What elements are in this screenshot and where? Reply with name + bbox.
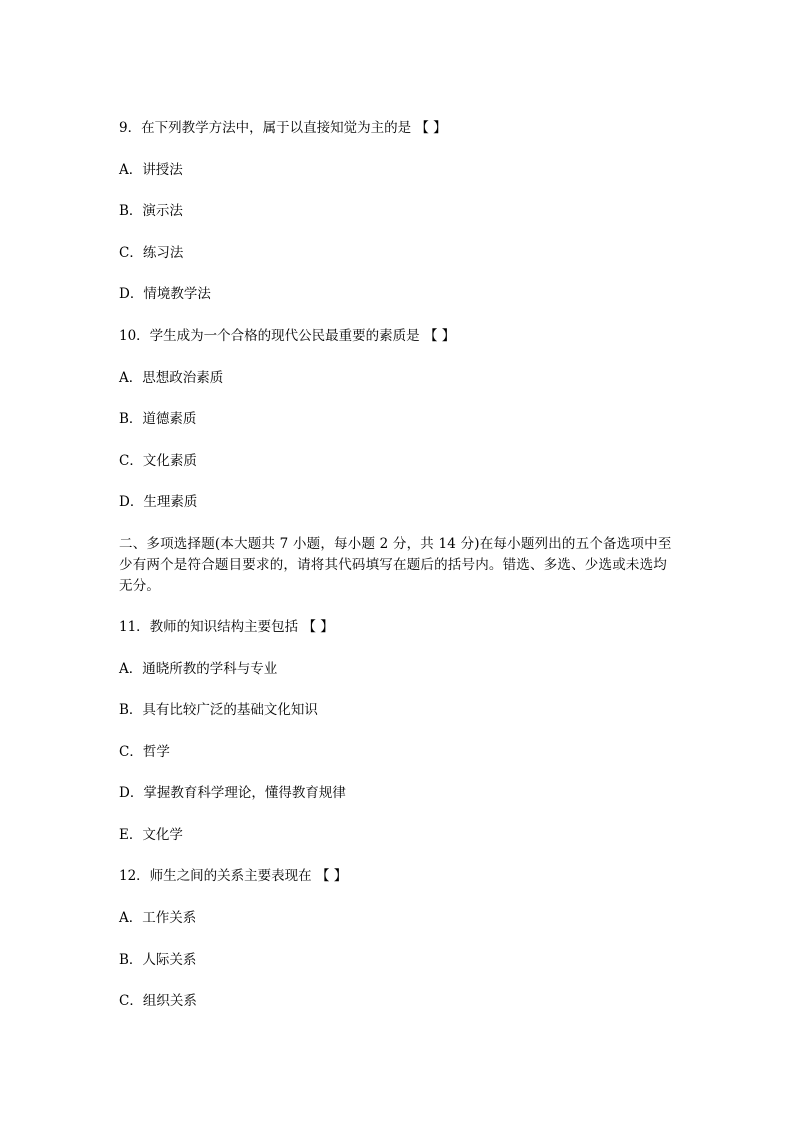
section-2-instructions: 二、多项选择题(本大题共 7 小题，每小题 2 分，共 14 分)在每小题列出的五个备选项中至少有两个是符合题目要求的，请将其代码填写在题后的括号内。错选、多选、少选或未选均无分。: [119, 536, 672, 594]
question-12-option-b: B．人际关系: [119, 952, 197, 968]
question-9-option-a: A．讲授法: [119, 162, 183, 178]
question-10-option-d: D．生理素质: [119, 494, 198, 510]
question-9-option-c: C．练习法: [119, 245, 184, 261]
question-9-option-d: D．情境教学法: [119, 286, 211, 302]
question-11-option-e: E．文化学: [119, 827, 183, 843]
question-12-stem: 12．师生之间的关系主要表现在 【 】: [119, 868, 348, 884]
question-9-option-b: B．演示法: [119, 203, 183, 219]
question-9-stem: 9．在下列教学方法中，属于以直接知觉为主的是 【 】: [119, 120, 447, 136]
question-11-option-c: C．哲学: [119, 744, 170, 760]
question-10-option-c: C．文化素质: [119, 453, 197, 469]
question-10-stem: 10．学生成为一个合格的现代公民最重要的素质是 【 】: [119, 328, 456, 344]
question-11-option-a: A．通晓所教的学科与专业: [119, 661, 278, 677]
question-11-stem: 11．教师的知识结构主要包括 【 】: [119, 619, 334, 635]
question-10-option-a: A．思想政治素质: [119, 370, 224, 386]
question-11-option-b: B．具有比较广泛的基础文化知识: [119, 702, 318, 718]
question-12-option-a: A．工作关系: [119, 910, 197, 926]
question-12-option-c: C．组织关系: [119, 993, 197, 1009]
question-11-option-d: D．掌握教育科学理论，懂得教育规律: [119, 785, 346, 801]
question-10-option-b: B．道德素质: [119, 411, 197, 427]
